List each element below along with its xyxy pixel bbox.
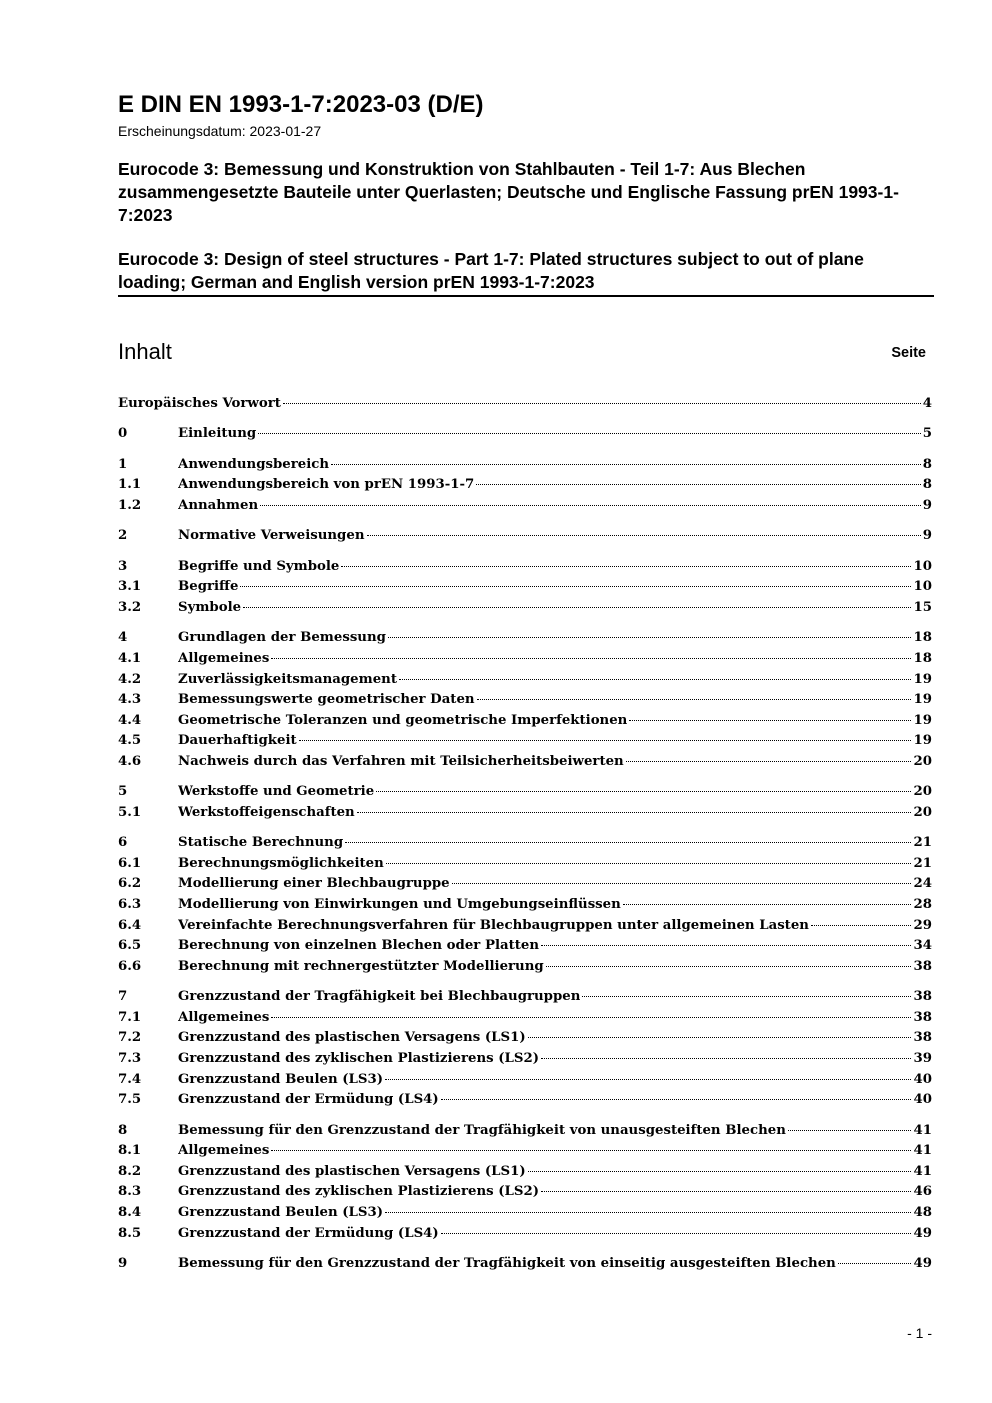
- toc-dot-leader: [626, 761, 912, 762]
- toc-entry[interactable]: [118, 854, 932, 875]
- toc-entry[interactable]: [118, 1049, 932, 1070]
- toc-dot-leader: [399, 679, 912, 680]
- toc-entry-title: Bemessung für den Grenzzustand der Tragfähigkeit von einseitig ausgesteiften Blechen: [178, 1255, 836, 1271]
- toc-entry-page: 9: [922, 497, 932, 513]
- toc-entry-page: 41: [913, 1122, 932, 1138]
- toc-dot-leader: [299, 740, 912, 741]
- toc-entry-title: Grenzzustand Beulen (LS3): [178, 1204, 384, 1220]
- toc-entry-number: 4.3: [118, 692, 142, 708]
- toc-entry-number: 7.2: [118, 1030, 142, 1046]
- table-of-contents: [118, 394, 932, 1275]
- toc-entry[interactable]: [118, 394, 932, 415]
- toc-entry-number: 8.4: [118, 1204, 142, 1220]
- toc-dot-leader: [271, 1017, 911, 1018]
- toc-entry-page: 15: [913, 599, 932, 615]
- toc-entry-page: 10: [913, 579, 932, 595]
- toc-entry-title: Statische Berechnung: [178, 835, 344, 851]
- toc-heading: Inhalt: [118, 339, 172, 364]
- toc-entry-title: Vereinfachte Berechnungsverfahren für Blechbaugruppen unter allgemeinen Lasten: [178, 917, 809, 933]
- toc-dot-leader: [385, 1079, 911, 1080]
- toc-dot-leader: [243, 607, 911, 608]
- toc-entry-title: Allgemeines: [178, 1143, 270, 1159]
- toc-entry[interactable]: [118, 1070, 932, 1091]
- toc-entry-page: 8: [922, 456, 932, 472]
- toc-dot-leader: [476, 484, 920, 485]
- toc-entry-page: 19: [913, 712, 932, 728]
- toc-header: [118, 338, 926, 366]
- document-number: E DIN EN 1993-1-7:2023-03 (D/E): [118, 91, 484, 118]
- toc-dot-leader: [386, 863, 912, 864]
- toc-entry-page: 38: [913, 958, 932, 974]
- toc-dot-leader: [541, 945, 911, 946]
- toc-dot-leader: [441, 1233, 912, 1234]
- toc-entry-number: 8.3: [118, 1184, 142, 1200]
- toc-entry[interactable]: [118, 1028, 932, 1049]
- toc-entry-title: Grenzzustand des zyklischen Plastizierens (LS2): [178, 1184, 540, 1200]
- document-header: [118, 90, 934, 297]
- toc-entry-page: 10: [913, 558, 932, 574]
- toc-entry[interactable]: [118, 731, 932, 752]
- toc-dot-leader: [345, 842, 911, 843]
- toc-entry-number: 9: [118, 1255, 128, 1271]
- toc-entry[interactable]: [118, 670, 932, 691]
- toc-entry-number: 7: [118, 989, 128, 1005]
- toc-entry[interactable]: [118, 1182, 932, 1203]
- toc-entry-number: 7.4: [118, 1071, 142, 1087]
- toc-entry-title: Annahmen: [178, 497, 259, 513]
- toc-entry-title: Werkstoffeigenschaften: [178, 804, 355, 820]
- toc-entry-page: 29: [913, 917, 932, 933]
- toc-entry-title: Berechnungsmöglichkeiten: [178, 855, 384, 871]
- toc-entry-page: 4: [922, 396, 932, 411]
- toc-entry-number: 3: [118, 558, 128, 574]
- toc-entry-page: 24: [913, 876, 932, 892]
- toc-entry-title: Modellierung von Einwirkungen und Umgebungseinflüssen: [178, 897, 621, 913]
- toc-entry[interactable]: [118, 557, 932, 578]
- toc-entry[interactable]: [118, 1008, 932, 1029]
- toc-entry-number: 0: [118, 426, 128, 442]
- toc-entry-title: Dauerhaftigkeit: [178, 733, 297, 749]
- toc-entry-title: Grenzzustand Beulen (LS3): [178, 1071, 384, 1087]
- title-english: Eurocode 3: Design of steel structures - Part 1-7: Plated structures subject to out of plane loading; German and English version prEN 1993-1-7:2023: [118, 248, 934, 297]
- toc-dot-leader: [528, 1171, 912, 1172]
- toc-entry-page: 38: [913, 1030, 932, 1046]
- toc-dot-leader: [271, 1150, 911, 1151]
- toc-entry-page: 41: [913, 1163, 932, 1179]
- toc-entry-title: Grenzzustand des zyklischen Plastizierens (LS2): [178, 1051, 540, 1066]
- title-german: Eurocode 3: Bemessung und Konstruktion von Stahlbauten - Teil 1-7: Aus Blechen zusammengesetzte Bauteile unter Querlasten; Deutsche und Englische Fassung prEN 1993-1-7:2023: [118, 159, 899, 225]
- toc-entry-page: 20: [913, 753, 932, 769]
- toc-dot-leader: [357, 812, 912, 813]
- toc-entry-page: 49: [913, 1225, 932, 1241]
- toc-entry-number: 6.6: [118, 958, 142, 974]
- page-number: - 1 -: [907, 1325, 932, 1341]
- toc-entry[interactable]: [118, 1203, 932, 1224]
- toc-entry-page: 48: [913, 1204, 932, 1220]
- toc-entry-page: 9: [922, 528, 932, 544]
- toc-dot-leader: [341, 566, 911, 567]
- toc-entry[interactable]: [118, 649, 932, 670]
- toc-entry-title: Anwendungsbereich: [178, 456, 330, 472]
- toc-entry[interactable]: [118, 690, 932, 711]
- toc-entry-number: 6.3: [118, 897, 142, 913]
- toc-entry-number: 6.2: [118, 876, 142, 892]
- toc-entry[interactable]: [118, 496, 932, 517]
- toc-entry-number: 8: [118, 1122, 128, 1138]
- toc-entry-number: 7.3: [118, 1051, 142, 1066]
- toc-entry-number: 7.5: [118, 1092, 142, 1108]
- toc-dot-leader: [331, 464, 921, 465]
- toc-entry-number: 4.2: [118, 671, 142, 687]
- toc-entry-page: 39: [913, 1051, 932, 1066]
- toc-entry-title: Allgemeines: [178, 650, 270, 666]
- toc-entry-number: 6.4: [118, 917, 142, 933]
- toc-entry-number: 3.2: [118, 599, 142, 615]
- toc-entry-number: 6.5: [118, 938, 142, 954]
- toc-entry-title: Nachweis durch das Verfahren mit Teilsicherheitsbeiwerten: [178, 753, 624, 769]
- toc-entry-title: Zuverlässigkeitsmanagement: [178, 671, 397, 687]
- toc-entry[interactable]: [118, 1090, 932, 1111]
- toc-entry[interactable]: [118, 455, 932, 476]
- toc-entry[interactable]: [118, 803, 932, 824]
- toc-entry[interactable]: [118, 1162, 932, 1183]
- toc-entry-number: 4.4: [118, 712, 142, 728]
- toc-entry-title: Modellierung einer Blechbaugruppe: [178, 876, 450, 892]
- toc-entry-number: 4.6: [118, 753, 142, 769]
- toc-dot-leader: [260, 505, 921, 506]
- toc-entry[interactable]: [118, 526, 932, 547]
- toc-entry[interactable]: [118, 1224, 932, 1245]
- toc-dot-leader: [629, 720, 911, 721]
- toc-dot-leader: [546, 966, 912, 967]
- toc-entry[interactable]: [118, 916, 932, 937]
- toc-entry[interactable]: [118, 424, 932, 445]
- toc-entry[interactable]: [118, 957, 932, 978]
- toc-dot-leader: [452, 883, 912, 884]
- toc-dot-leader: [258, 433, 921, 434]
- toc-entry[interactable]: [118, 833, 932, 854]
- toc-entry[interactable]: [118, 895, 932, 916]
- toc-entry[interactable]: [118, 874, 932, 895]
- toc-dot-leader: [623, 904, 912, 905]
- toc-entry[interactable]: [118, 628, 932, 649]
- toc-entry-title: Begriffe und Symbole: [178, 558, 340, 574]
- toc-entry-number: 8.5: [118, 1225, 142, 1241]
- toc-dot-leader: [385, 1212, 911, 1213]
- toc-entry-page: 18: [913, 630, 932, 646]
- toc-entry-page: 21: [913, 835, 932, 851]
- toc-entry-page: 19: [913, 671, 932, 687]
- toc-entry-page: 21: [913, 855, 932, 871]
- toc-entry-page: 20: [913, 784, 932, 800]
- toc-entry[interactable]: [118, 1121, 932, 1142]
- toc-entry-title: Begriffe: [178, 579, 239, 595]
- toc-entry-number: 6.1: [118, 855, 142, 871]
- toc-dot-leader: [838, 1263, 912, 1264]
- toc-entry-page: 5: [922, 426, 932, 442]
- toc-dot-leader: [541, 1058, 911, 1059]
- toc-dot-leader: [367, 535, 921, 536]
- toc-dot-leader: [477, 699, 912, 700]
- toc-entry-title: Grenzzustand der Ermüdung (LS4): [178, 1092, 439, 1108]
- toc-page-label: Seite: [891, 345, 926, 361]
- toc-entry-number: 1.1: [118, 477, 142, 493]
- toc-entry-page: 38: [913, 989, 932, 1005]
- toc-dot-leader: [811, 925, 912, 926]
- toc-entry[interactable]: [118, 1254, 932, 1275]
- toc-entry-title: Berechnung mit rechnergestützter Modellierung: [178, 958, 544, 974]
- toc-entry-number: 3.1: [118, 579, 142, 595]
- toc-entry-number: 5.1: [118, 804, 142, 820]
- toc-entry-page: 34: [913, 938, 932, 954]
- toc-entry-title: Werkstoffe und Geometrie: [178, 784, 375, 800]
- toc-entry-title: Grenzzustand der Tragfähigkeit bei Blechbaugruppen: [178, 989, 581, 1005]
- toc-dot-leader: [528, 1037, 912, 1038]
- toc-entry-title: Symbole: [178, 599, 242, 615]
- toc-dot-leader: [376, 791, 911, 792]
- toc-entry-page: 40: [913, 1071, 932, 1087]
- toc-entry-page: 18: [913, 650, 932, 666]
- toc-entry-title: Grenzzustand des plastischen Versagens (LS1): [178, 1030, 526, 1046]
- toc-entry[interactable]: [118, 936, 932, 957]
- publication-date: Erscheinungsdatum: 2023-01-27: [118, 123, 322, 139]
- toc-entry[interactable]: [118, 711, 932, 732]
- toc-entry-number: 8.1: [118, 1143, 142, 1159]
- toc-entry-page: 40: [913, 1092, 932, 1108]
- toc-entry-page: 38: [913, 1009, 932, 1025]
- toc-entry-title: Einleitung: [178, 426, 257, 442]
- toc-entry-number: 2: [118, 528, 128, 544]
- toc-entry[interactable]: [118, 987, 932, 1008]
- toc-entry[interactable]: [118, 1141, 932, 1162]
- toc-dot-leader: [271, 658, 911, 659]
- toc-entry-title: Grenzzustand der Ermüdung (LS4): [178, 1225, 439, 1241]
- toc-entry-page: 20: [913, 804, 932, 820]
- toc-entry-page: 8: [922, 477, 932, 493]
- toc-entry-page: 49: [913, 1255, 932, 1271]
- toc-entry-title: Bemessung für den Grenzzustand der Tragfähigkeit von unausgesteiften Blechen: [178, 1122, 786, 1138]
- toc-entry-title: Berechnung von einzelnen Blechen oder Platten: [178, 938, 540, 954]
- toc-dot-leader: [541, 1191, 911, 1192]
- toc-entry[interactable]: [118, 475, 932, 496]
- toc-entry-number: 1: [118, 456, 128, 472]
- toc-entry-title: Allgemeines: [178, 1009, 270, 1025]
- toc-entry[interactable]: [118, 782, 932, 803]
- toc-entry[interactable]: [118, 577, 932, 598]
- toc-entry-title: Geometrische Toleranzen und geometrische Imperfektionen: [178, 712, 628, 728]
- toc-entry-number: 1.2: [118, 497, 142, 513]
- toc-entry-title: Anwendungsbereich von prEN 1993-1-7: [178, 477, 475, 493]
- toc-entry[interactable]: [118, 598, 932, 619]
- toc-entry-number: 6: [118, 835, 128, 851]
- toc-dot-leader: [582, 996, 911, 997]
- toc-dot-leader: [441, 1099, 912, 1100]
- toc-entry-title: Grenzzustand des plastischen Versagens (LS1): [178, 1163, 526, 1179]
- toc-entry-page: 19: [913, 733, 932, 749]
- toc-dot-leader: [788, 1130, 912, 1131]
- toc-entry-title: Europäisches Vorwort: [118, 396, 281, 411]
- toc-entry-page: 46: [913, 1184, 932, 1200]
- toc-entry-number: 8.2: [118, 1163, 142, 1179]
- toc-entry-title: Grundlagen der Bemessung: [178, 630, 386, 646]
- toc-entry-number: 4: [118, 630, 128, 646]
- toc-entry-page: 19: [913, 692, 932, 708]
- toc-entry[interactable]: [118, 752, 932, 773]
- toc-entry-title: Bemessungswerte geometrischer Daten: [178, 692, 475, 708]
- toc-entry-number: 7.1: [118, 1009, 142, 1025]
- toc-dot-leader: [240, 586, 911, 587]
- toc-dot-leader: [283, 403, 921, 404]
- toc-dot-leader: [388, 637, 912, 638]
- toc-entry-title: Normative Verweisungen: [178, 528, 365, 544]
- toc-entry-page: 28: [913, 897, 932, 913]
- toc-entry-number: 5: [118, 784, 128, 800]
- toc-entry-page: 41: [913, 1143, 932, 1159]
- toc-entry-number: 4.5: [118, 733, 142, 749]
- toc-entry-number: 4.1: [118, 650, 142, 666]
